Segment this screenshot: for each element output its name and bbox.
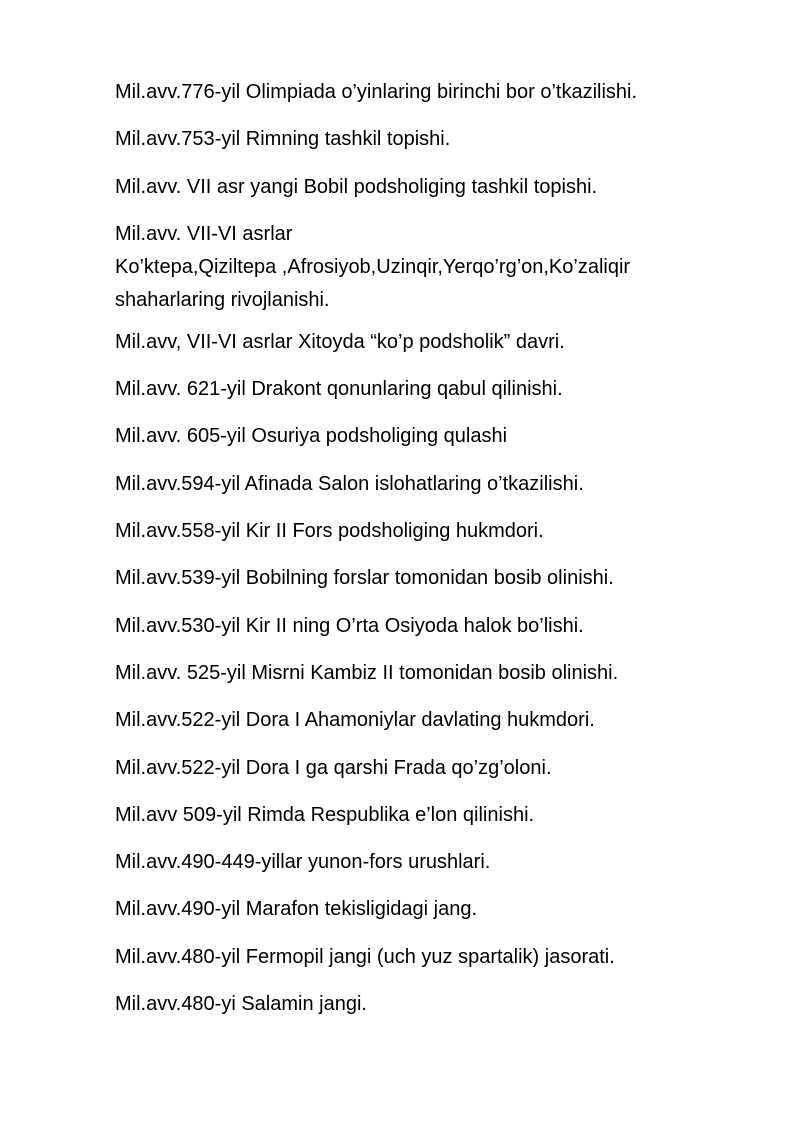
timeline-list xyxy=(115,78,755,1037)
timeline-entry: Mil.avv.594-yil Afinada Salon islohatlaring o’tkazilishi. xyxy=(115,472,584,495)
timeline-entry: Mil.avv.530-yil Kir II ning O’rta Osiyoda halok bo’lishi. xyxy=(115,614,584,637)
timeline-entry-line: Mil.avv. VII-VI asrlar xyxy=(115,222,293,245)
timeline-entry-line: Ko’ktepa,Qiziltepa ,Afrosiyob,Uzinqir,Yerqo’rg’on,Ko’zaliqir xyxy=(115,255,631,278)
timeline-entry: Mil.avv.776-yil Olimpiada o’yinlaring birinchi bor o’tkazilishi. xyxy=(115,81,638,103)
timeline-entry: Mil.avv. VII asr yangi Bobil podsholiging tashkil topishi. xyxy=(115,175,598,198)
timeline-entry: Mil.avv.539-yil Bobilning forslar tomonidan bosib olinishi. xyxy=(115,567,614,590)
timeline-entry: Mil.avv.480-yi Salamin jangi. xyxy=(115,993,367,1016)
timeline-entry: Mil.avv.522-yil Dora I Ahamoniylar davlating hukmdori. xyxy=(115,709,595,732)
timeline-entry: Mil.avv. 525-yil Misrni Kambiz II tomonidan bosib olinishi. xyxy=(115,661,619,684)
timeline-entry: Mil.avv.490-yil Marafon tekisligidagi jang. xyxy=(115,898,478,921)
timeline-entry-multiline xyxy=(115,218,755,317)
timeline-entry: Mil.avv 509-yil Rimda Respublika e’lon qilinishi. xyxy=(115,803,535,826)
timeline-entry: Mil.avv. 605-yil Osuriya podsholiging qulashi xyxy=(115,425,508,448)
timeline-entry: Mil.avv. 621-yil Drakont qonunlaring qabul qilinishi. xyxy=(115,378,563,401)
timeline-entry: Mil.avv.490-449-yillar yunon-fors urushlari. xyxy=(115,851,491,874)
timeline-entry-line: shaharlaring rivojlanishi. xyxy=(115,288,330,311)
timeline-entry: Mil.avv.522-yil Dora I ga qarshi Frada qo’zg’oloni. xyxy=(115,756,552,779)
timeline-entry: Mil.avv.753-yil Rimning tashkil topishi. xyxy=(115,128,451,151)
timeline-entry: Mil.avv.480-yil Fermopil jangi (uch yuz spartalik) jasorati. xyxy=(115,945,615,968)
timeline-entry: Mil.avv.558-yil Kir II Fors podsholiging hukmdori. xyxy=(115,520,544,543)
timeline-entry: Mil.avv, VII-VI asrlar Xitoyda “ko’p podsholik” davri. xyxy=(115,330,565,353)
